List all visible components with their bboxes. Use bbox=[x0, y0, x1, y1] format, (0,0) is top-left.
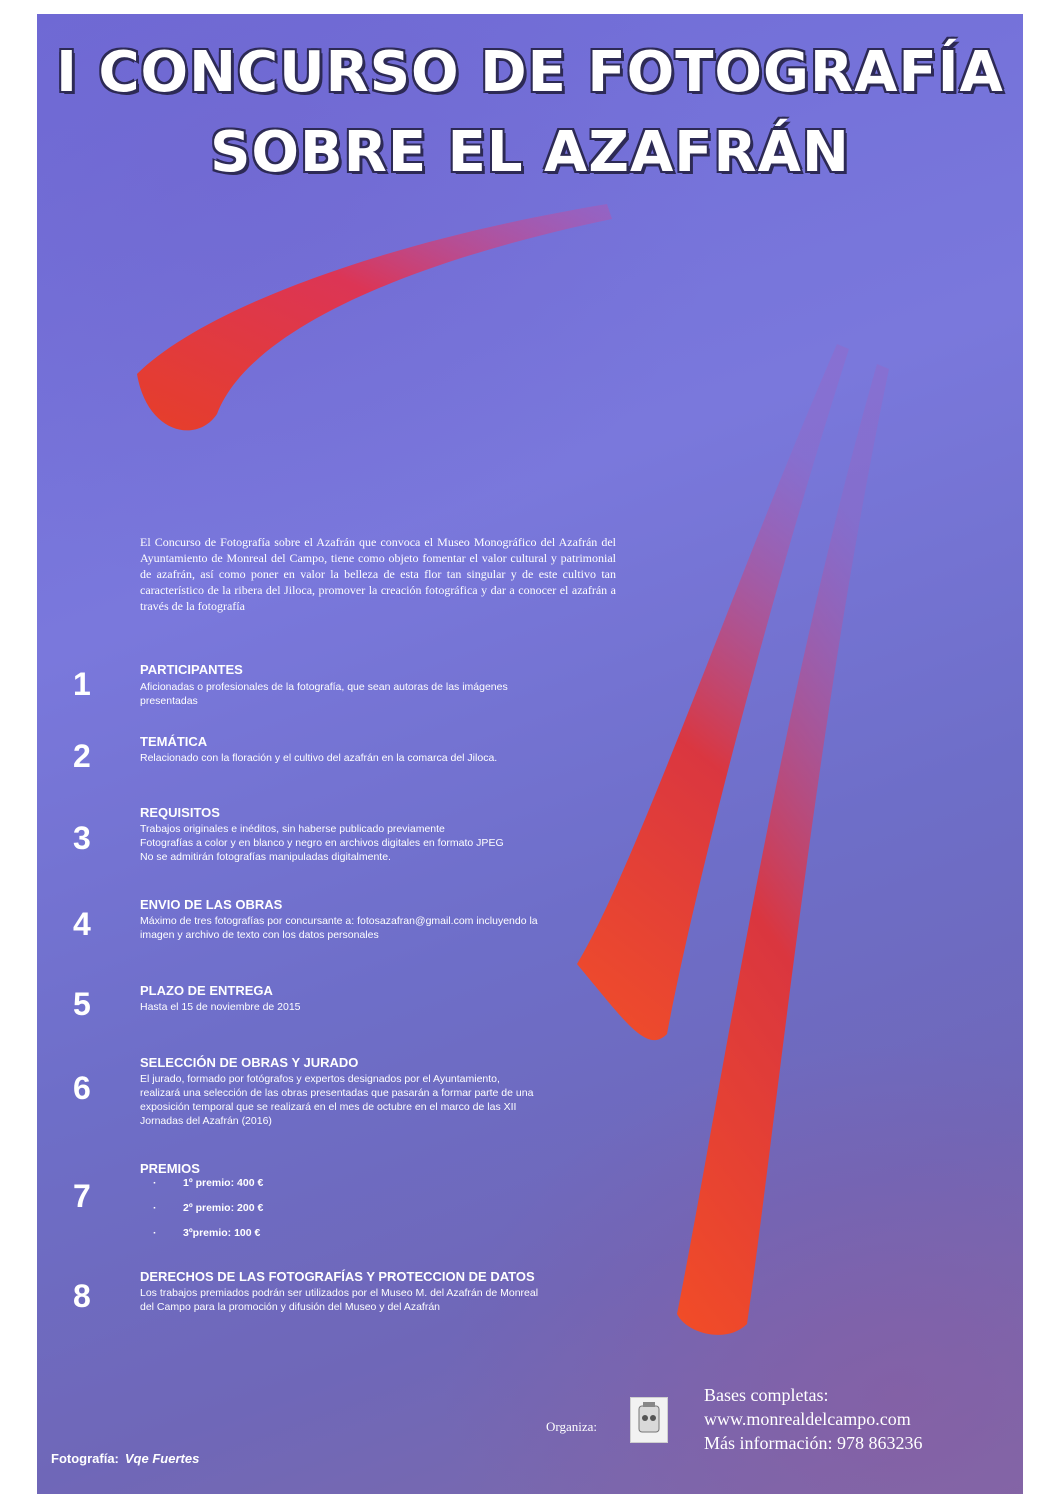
section-title-premios: PREMIOS bbox=[140, 1161, 200, 1176]
crest-icon bbox=[631, 1398, 667, 1442]
website-link[interactable]: www.monrealdelcampo.com bbox=[704, 1409, 911, 1429]
monreal-crest-logo bbox=[630, 1397, 668, 1443]
section-number-5: 5 bbox=[73, 986, 91, 1022]
section-body-participantes: Aficionadas o profesionales de la fotografía, que sean autoras de las imágenes presentadas bbox=[140, 681, 508, 707]
requisito-line-1: Trabajos originales e inéditos, sin haberse publicado previamente bbox=[140, 823, 445, 835]
contact-block bbox=[704, 1383, 922, 1455]
poster-title-line-2: SOBRE EL AZAFRÁN bbox=[210, 120, 850, 185]
poster-title-line-1: I CONCURSO DE FOTOGRAFÍA bbox=[56, 40, 1004, 105]
section-title-envio: ENVIO DE LAS OBRAS bbox=[140, 897, 283, 912]
section-number-6: 6 bbox=[73, 1070, 91, 1106]
contest-email-link[interactable]: fotosazafran@gmail.com bbox=[357, 915, 474, 927]
section-title-requisitos: REQUISITOS bbox=[140, 805, 220, 820]
section-number-2: 2 bbox=[73, 738, 91, 774]
section-body-plazo: Hasta el 15 de noviembre de 2015 bbox=[140, 1001, 301, 1013]
section-body-seleccion: El jurado, formado por fotógrafos y expertos designados por el Ayuntamiento, realizará una selección de las obras presentadas que pasarán a formar parte de una exposición temporal que se realizará en el mes de octubre en el marco de las XII Jornadas del Azafrán (2016) bbox=[140, 1073, 534, 1127]
section-title-seleccion: SELECCIÓN DE OBRAS Y JURADO bbox=[140, 1055, 359, 1070]
intro-paragraph: El Concurso de Fotografía sobre el Azafrán que convoca el Museo Monográfico del Azafrán del Ayuntamiento de Monreal del Campo, tiene como objeto fomentar el valor cultural y patrimonial de azafrán, así como poner en valor la belleza de esta flor tan singular y de este cultivo tan característico de la ribera del Jiloca, promover la creación fotográfica y dar a conocer el azafrán a través de la fotografía bbox=[140, 535, 616, 613]
prize-label-3: 3ºpremio: 100 € bbox=[183, 1227, 261, 1239]
section-number-7: 7 bbox=[73, 1178, 91, 1214]
section-title-tematica: TEMÁTICA bbox=[140, 734, 208, 749]
prize-label-2: 2º premio: 200 € bbox=[183, 1202, 264, 1214]
photo-credit-label: Fotografía: bbox=[51, 1451, 119, 1466]
section-title-participantes: PARTICIPANTES bbox=[140, 662, 243, 677]
section-body-requisitos bbox=[140, 822, 542, 864]
section-number-3: 3 bbox=[73, 820, 91, 856]
prize-label-1: 1º premio: 400 € bbox=[183, 1177, 264, 1189]
prize-item-1: · 1º premio: 400 € bbox=[153, 1177, 264, 1189]
section-body-envio bbox=[140, 914, 542, 942]
prize-item-2: · 2º premio: 200 € bbox=[153, 1202, 264, 1214]
envio-text-pre: Máximo de tres fotografías por concursante a: bbox=[140, 915, 355, 927]
section-number-4: 4 bbox=[73, 906, 91, 942]
requisito-line-2: Fotografías a color y en blanco y negro en archivos digitales en formato JPEG bbox=[140, 837, 504, 849]
organiza-label: Organiza: bbox=[546, 1419, 598, 1434]
section-body-tematica: Relacionado con la floración y el cultivo del azafrán en la comarca del Jiloca. bbox=[140, 752, 498, 764]
poster bbox=[37, 14, 1023, 1494]
photo-credit-name: Vqe Fuertes bbox=[124, 1451, 200, 1466]
prize-item-3: · 3ºpremio: 100 € bbox=[153, 1227, 261, 1239]
section-body-derechos: Los trabajos premiados podrán ser utilizados por el Museo M. del Azafrán de Monreal del Campo para la promoción y difusión del Museo y del Azafrán bbox=[140, 1287, 539, 1313]
bases-label: Bases completas: bbox=[704, 1385, 829, 1405]
requisito-line-3: No se admitirán fotografías manipuladas digitalmente. bbox=[140, 851, 391, 863]
photo-credit bbox=[51, 1451, 199, 1466]
section-number-8: 8 bbox=[73, 1278, 91, 1314]
section-title-derechos: DERECHOS DE LAS FOTOGRAFÍAS Y PROTECCION DE DATOS bbox=[140, 1269, 535, 1284]
section-title-plazo: PLAZO DE ENTREGA bbox=[140, 983, 273, 998]
section-number-1: 1 bbox=[73, 666, 91, 702]
info-phone: Más información: 978 863236 bbox=[704, 1433, 923, 1453]
envio-text-post: incluyendo la imagen y archivo de texto con los datos personales bbox=[140, 915, 538, 941]
